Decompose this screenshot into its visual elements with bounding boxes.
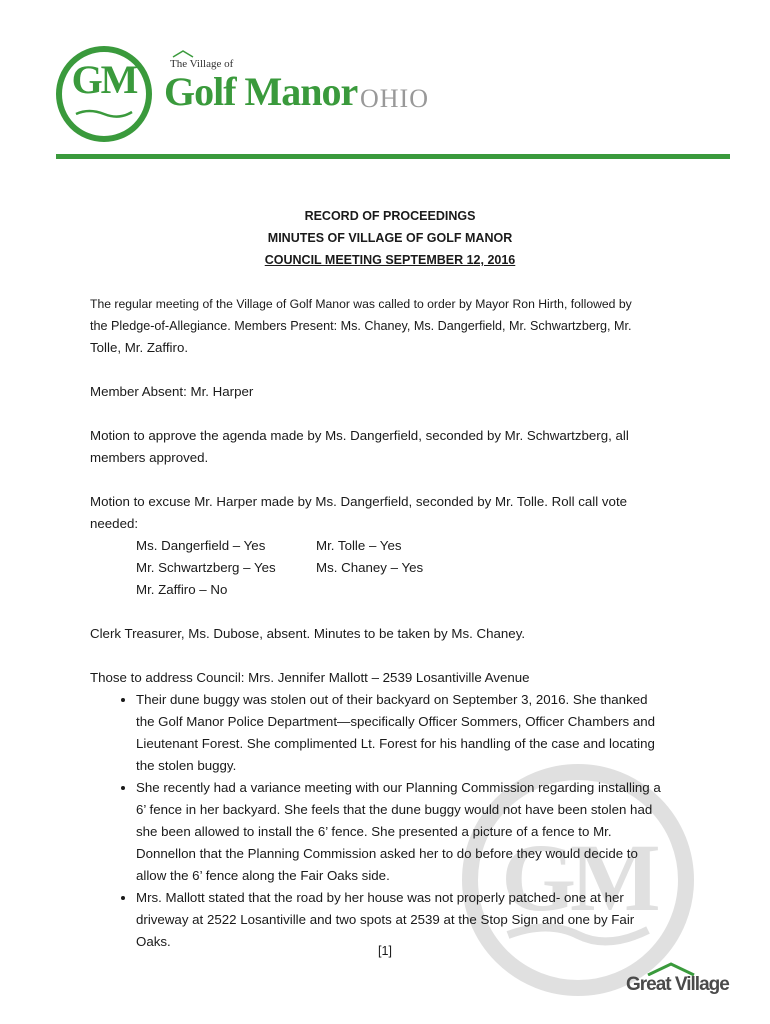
clerk-note: Clerk Treasurer, Ms. Dubose, absent. Minutes to be taken by Ms. Chaney. [90,626,526,641]
heading-record: RECORD OF PROCEEDINGS [304,209,476,223]
heading-meeting: COUNCIL MEETING SEPTEMBER 12, 2016 [264,253,516,267]
vote-entry: Mr. Tolle – Yes [316,538,402,553]
address-council: Those to address Council: Mrs. Jennifer Mallott – 2539 Losantiville Avenue [90,670,530,685]
logo-name: Golf Manor [164,69,358,114]
motion-agenda-line-2: members approved. [90,450,209,465]
roll-call-votes [90,535,690,601]
header-rule [56,154,730,159]
vote-entry: Mr. Zaffiro – No [136,582,228,597]
member-absent: Member Absent: Mr. Harper [90,384,254,399]
intro-line-2: the Pledge-of-Allegiance. Members Present: Ms. Chaney, Ms. Dangerfield, Mr. Schwartzberg, Mr. [90,319,632,333]
great-village-logo [626,962,729,1002]
intro-line-1: The regular meeting of the Village of Golf Manor was called to order by Mayor Ron Hirth, followed by [90,297,632,311]
motion-excuse-line-1: Motion to excuse Mr. Harper made by Ms. Dangerfield, seconded by Mr. Tolle. Roll call vote [90,494,628,509]
page-number: [1] [378,944,392,958]
list-item: • Their dune buggy was stolen out of their backyard on September 3, 2016. She thanked the Golf Manor Police Department—specifically Officer Sommers, Officer Chambers and Lieutenant Forest. She complimented Lt. Forest for his handling of the case and locating the stolen buggy. [136,689,690,777]
footer-brand: Great Village [626,974,729,995]
motion-excuse-line-2: needed: [90,516,139,531]
list-item: • She recently had a variance meeting with our Planning Commission regarding installing a 6’ fence in her backyard. She feels that the dune buggy would not have been stolen had she been allowed to install the 6’ fence. She presented a picture of a fence to Mr. Donnellon that the Planning Commission asked her to do before they would decide to allow the 6’ fence along the Fair Oaks side. [136,777,690,887]
list-item: • Mrs. Mallott stated that the road by her house was not properly patched- one at her driveway at 2522 Losantiville and two spots at 2539 at the Stop Sign and one by Fair Oaks. [136,887,690,953]
svg-text:GM: GM [501,824,655,931]
logo-roof-icon [172,50,194,58]
logo-wave-icon [74,106,134,120]
logo-state: OHIO [360,84,429,113]
logo-prefix: The Village of [170,58,234,70]
vote-entry: Ms. Dangerfield – Yes [136,538,266,553]
logo-monogram: GM [71,57,137,102]
village-logo [56,46,456,146]
heading-minutes: MINUTES OF VILLAGE OF GOLF MANOR [267,231,513,245]
minutes-content [90,205,690,953]
intro-line-3: Tolle, Mr. Zaffiro. [90,340,189,355]
vote-entry: Ms. Chaney – Yes [316,560,424,575]
address-bullets [90,689,690,953]
motion-agenda-line-1: Motion to approve the agenda made by Ms. Dangerfield, seconded by Mr. Schwartzberg, all [90,428,629,443]
vote-entry: Mr. Schwartzberg – Yes [136,560,276,575]
